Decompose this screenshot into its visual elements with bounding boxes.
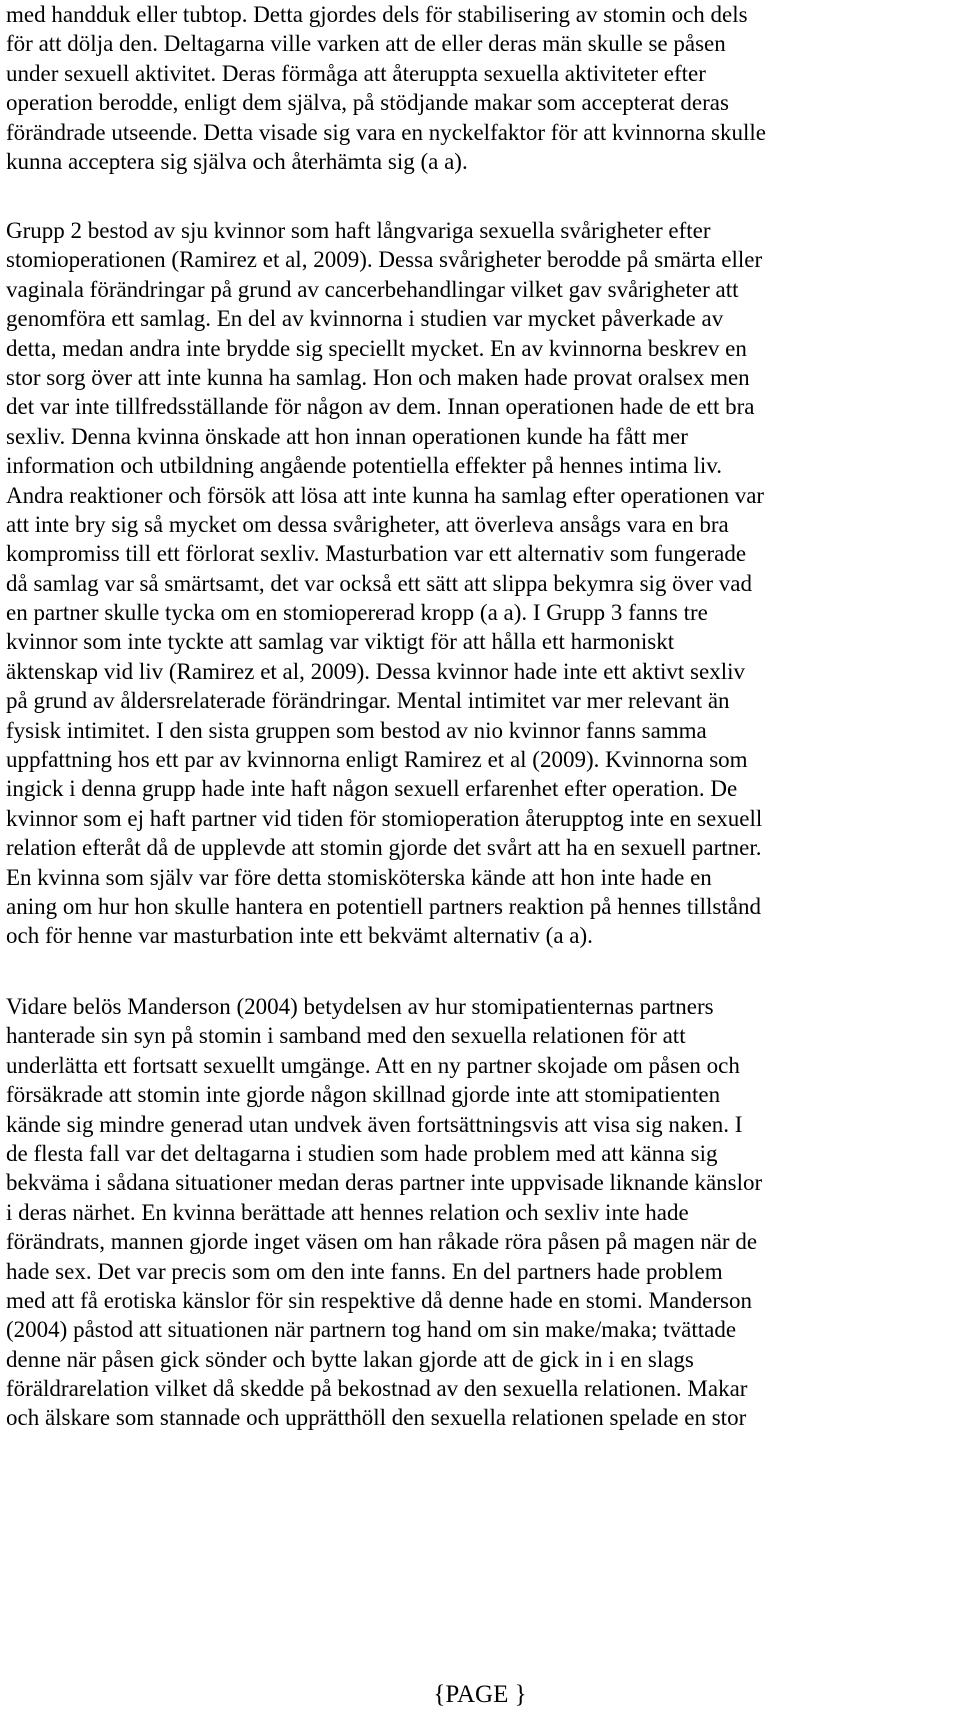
paragraph-2 (6, 216, 764, 951)
text-line: kunna acceptera sig själva och återhämta sig (a a). (6, 148, 468, 174)
text-line: kände sig mindre generad utan undvek även fortsättningsvis att visa sig naken. I (6, 1111, 743, 1137)
text-line: Vidare belös Manderson (2004) betydelsen av hur stomipatienternas partners (6, 994, 714, 1019)
text-line: kvinnor som ej haft partner vid tiden för stomioperation återupptog inte en sexuell (6, 805, 763, 831)
text-line: för att dölja den. Deltagarna ville varken att de eller deras män skulle se påsen (6, 31, 726, 57)
text-line: i deras närhet. En kvinna berättade att hennes relation och sexliv inte hade (6, 1199, 689, 1225)
text-line: information och utbildning angående potentiella effekter på hennes intima liv. (6, 453, 722, 479)
text-line: operation berodde, enligt dem själva, på stödjande makar som accepterat deras (6, 90, 729, 116)
text-line: stomioperationen (Ramirez et al, 2009). Dessa svårigheter berodde på smärta eller (6, 247, 763, 273)
text-line: förändrats, mannen gjorde inget väsen om han råkade röra påsen på magen när de (6, 1229, 758, 1255)
text-line: stor sorg över att inte kunna ha samlag. Hon och maken hade provat oralsex men (6, 364, 750, 390)
text-line: hanterade sin syn på stomin i samband med den sexuella relationen för att (6, 1023, 686, 1049)
text-line: med att få erotiska känslor för sin respektive då denne hade en stomi. Manderson (6, 1287, 752, 1313)
paragraph-1 (6, 0, 766, 176)
text-line: äktenskap vid liv (Ramirez et al, 2009). Dessa kvinnor hade inte ett aktivt sexliv (6, 658, 745, 684)
text-line: fysisk intimitet. I den sista gruppen som bestod av nio kvinnor fanns samma (6, 717, 707, 743)
text-line: förändrade utseende. Detta visade sig vara en nyckelfaktor för att kvinnorna skulle (6, 119, 766, 145)
text-line: kvinnor som inte tyckte att samlag var viktigt för att hålla ett harmoniskt (6, 629, 675, 655)
paragraph-3 (6, 992, 762, 1433)
text-line: Andra reaktioner och försök att lösa att inte kunna ha samlag efter operationen var (6, 482, 765, 508)
text-line: med handduk eller tubtop. Detta gjordes dels för stabilisering av stomin och dels (6, 2, 748, 27)
text-line: bekväma i sådana situationer medan deras partner inte uppvisade liknande känslor (6, 1170, 763, 1196)
text-line: sexliv. Denna kvinna önskade att hon innan operationen kunde ha fått mer (6, 423, 688, 449)
text-line: på grund av åldersrelaterade förändringar. Mental intimitet var mer relevant än (6, 688, 730, 714)
text-line: relation efteråt då de upplevde att stomin gjorde det svårt att ha en sexuell partner. (6, 835, 762, 861)
text-line: detta, medan andra inte brydde sig speciellt mycket. En av kvinnorna beskrev en (6, 335, 747, 361)
text-line: ingick i denna grupp hade inte haft någon sexuell erfarenhet efter operation. De (6, 776, 738, 802)
text-line: de flesta fall var det deltagarna i studien som hade problem med att känna sig (6, 1140, 718, 1166)
text-line: och älskare som stannade och upprätthöll den sexuella relationen spelade en stor (6, 1405, 747, 1431)
text-line: det var inte tillfredsställande för någon av dem. Innan operationen hade de ett bra (6, 394, 755, 420)
text-line: under sexuell aktivitet. Deras förmåga att återuppta sexuella aktiviteter efter (6, 60, 706, 86)
text-line: denne när påsen gick sönder och bytte lakan gjorde att de gick in i en slags (6, 1346, 694, 1372)
text-line: hade sex. Det var precis som om den inte fanns. En del partners hade problem (6, 1258, 723, 1284)
page-number-field: {PAGE } (433, 1681, 527, 1708)
text-line: uppfattning hos ett par av kvinnorna enligt Ramirez et al (2009). Kvinnorna som (6, 747, 748, 773)
text-line: kompromiss till ett förlorat sexliv. Masturbation var ett alternativ som fungerade (6, 541, 747, 567)
text-line: föräldrarelation vilket då skedde på bekostnad av den sexuella relationen. Makar (6, 1376, 748, 1402)
text-line: genomföra ett samlag. En del av kvinnorna i studien var mycket påverkade av (6, 306, 724, 332)
text-line: underlätta ett fortsatt sexuellt umgänge. Att en ny partner skojade om påsen och (6, 1052, 740, 1078)
text-line: vaginala förändringar på grund av cancerbehandlingar vilket gav svårigheter att (6, 276, 739, 302)
text-line: att inte bry sig så mycket om dessa svårigheter, att överleva ansågs vara en bra (6, 511, 729, 537)
text-line: då samlag var så smärtsamt, det var också ett sätt att slippa bekymra sig över vad (6, 570, 752, 596)
text-line: En kvinna som själv var före detta stomisköterska kände att hon inte hade en (6, 864, 712, 890)
text-line: (2004) påstod att situationen när partnern tog hand om sin make/maka; tvättade (6, 1317, 737, 1343)
text-line: Grupp 2 bestod av sju kvinnor som haft långvariga sexuella svårigheter efter (6, 218, 711, 243)
text-line: aning om hur hon skulle hantera en potentiell partners reaktion på hennes tillstånd (6, 893, 761, 919)
text-line: och för henne var masturbation inte ett bekvämt alternativ (a a). (6, 923, 593, 949)
text-line: en partner skulle tycka om en stomiopererad kropp (a a). I Grupp 3 fanns tre (6, 600, 708, 626)
text-line: försäkrade att stomin inte gjorde någon skillnad gjorde inte att stomipatienten (6, 1082, 721, 1108)
